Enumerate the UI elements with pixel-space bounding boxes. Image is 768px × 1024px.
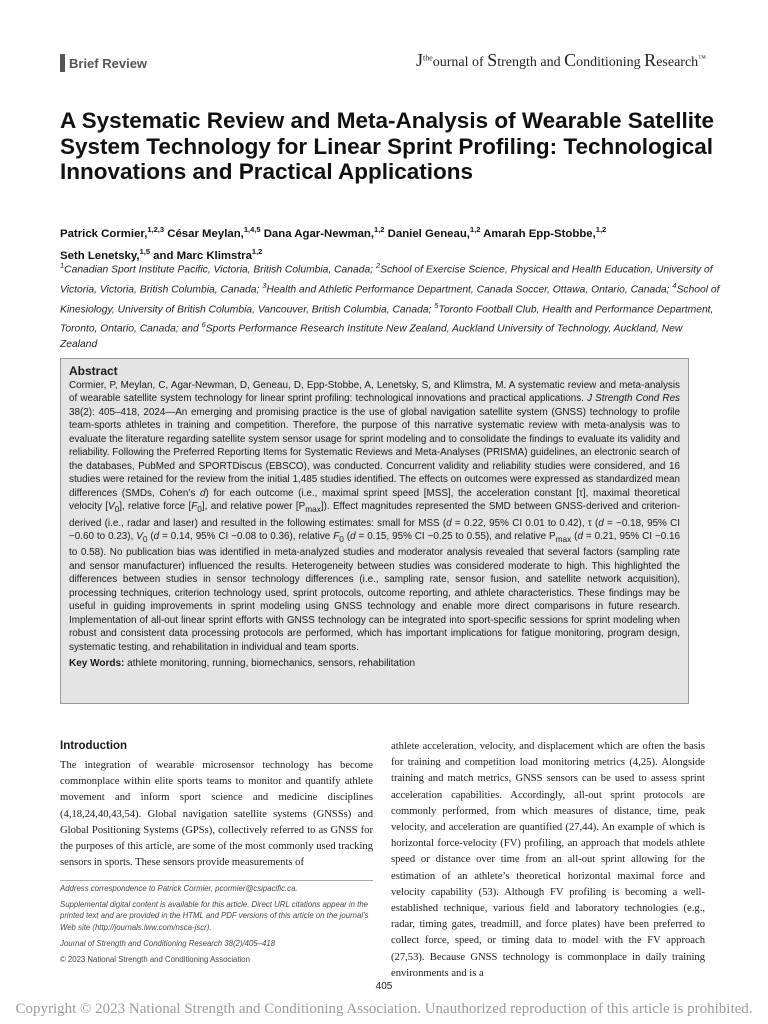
abstract-text: ) for each outcome (i.e., maximal sprint speed [MSS], the acceleration constant [τ], maximal theoretical velocity [: [69, 487, 680, 513]
affiliation-list: [60, 258, 720, 353]
journal-logo-part: ournal of: [432, 55, 488, 70]
abstract-subscript: 0: [114, 505, 120, 515]
affiliation: School of Kinesiology, University of British Columbia, Vancouver, British Columbia, Canada;: [60, 284, 720, 316]
abstract-text: = 0.14, 95% CI −0.08 to 0.36), relative: [159, 530, 334, 542]
journal-logo: [416, 50, 706, 71]
page-header: [60, 50, 706, 78]
author-affiliation-marker: 1,5: [139, 246, 150, 256]
footnote-supplemental: Supplemental digital content is available for this article. Direct URL citations appear in the printed text and are provided in the HTML and PDF versions of this article on the journal’s Web site (http://journals.lww.com/nsca-jscr).: [60, 899, 369, 933]
keywords: [69, 658, 680, 669]
abstract-text: = 0.22, 95% CI 0.01 to 0.42), τ (: [451, 517, 599, 529]
abstract-text: (: [147, 530, 154, 542]
abstract-symbol: d: [350, 530, 356, 542]
author-affiliation-marker: 1,2: [469, 225, 481, 234]
author: Dana Agar-Newman,: [260, 227, 375, 240]
affiliation: School of Exercise Science, Physical and Health Education, University of Victoria, Victoria, British Columbia, Canada;: [60, 264, 713, 296]
abstract-symbol: F: [333, 530, 340, 542]
abstract-symbol: d: [577, 530, 583, 542]
body-paragraph: athlete acceleration, velocity, and displacement which are often the basis for training and competition load monitoring metrics (4,25). Alongside training and match metrics, GNSS sensors can be used to assess sprint acceleration capabilities. Accordingly, all-out sprint protocols are commonly performed, from which measures of distance, time, peak velocity, and acceleration are quantified (27,44). An example of which is horizontal force-velocity (FV) profiling, an approach that models athlete speed or distance over time from an all-out sprint allowing for the estimation of an athlete’s theoretical horizontal maximal force and velocity capability (53). Although FV profiling is becoming a well-established technique, various field and laboratory technologies (e.g., radar, timing gates, treadmill, and force plates) have been preferred to collect force, speed, or timing data to model with the FV approach (27,53). Because GNSS technology is commonplace in daily training environments and is a: [391, 741, 705, 979]
copyright-notice: Copyright © 2023 National Strength and Conditioning Association. Unauthorized reproduction of this article is prohibited.: [15, 1001, 753, 1017]
journal-logo-letter: J: [415, 50, 423, 70]
footnotes: [60, 880, 373, 969]
affiliation: Toronto Football Club, Health and Performance Department, Toronto, Ontario, Canada; and: [60, 304, 714, 335]
abstract-symbol: d: [446, 517, 452, 529]
abstract-text: 38(2): 405–418, 2024—An emerging and promising practice is the use of global navigation satellite system (GNSS) technology to profile team-sports athletes in training and competition. Therefore, the purpose of this narrative systematic review with meta-analysis was to evaluate the literature regarding satellite system sensor usage for sprint modeling and to consolidate the findings to evaluate its validity and reliability. Following the Preferred Reporting Items for Systematic Reviews and Meta-Analyses (PRISMA) guidelines, an electronic search of the databases, PubMed and SPORTDiscus (EBSCO), was conducted. Concurrent validity and reliability studies were considered, and 16 studies were retained for the review from the initial 1,485 studies identified. The effects on outcomes were expressed as standardized mean differences (SMDs, Cohen’s: [69, 406, 680, 499]
abstract-text: (: [571, 530, 578, 542]
author-affiliation-marker: 1,2: [595, 225, 607, 234]
article-title: A Systematic Review and Meta-Analysis of Wearable Satellite System Technology for Linear Sprint Profiling: Technological Innovations and Practical Applications: [60, 108, 714, 184]
abstract-text: (: [343, 530, 351, 542]
abstract-text: = 0.21, 95% CI −0.16 to 0.58). No publication bias was identified in meta-analyzed studies and moderator analysis revealed that several factors (sampling rate and sensor manufacturer) influenced the results. Heterogeneity between studies was considered moderate to high. This highlighted the differences between studies in sensor technology differences (i.e., sampling rate, sensor fusion, and satellite network acquisition), processing techniques, criterion technology used, sprint protocols, outcome reporting, and athlete characteristics. These findings may be useful in guiding improvements in sprint modeling using GNSS technology and enable more direct comparisons in future research. Implementation of all-out linear sprint efforts with GNSS technology can be integrated into sport-specific sessions for sprint modeling when robust and consistent data processing protocols are performed, which has important implications for fatigue monitoring, program design, systematic testing, and rehabilitation in individual and team sports.: [69, 530, 680, 653]
abstract-symbol: d: [598, 517, 604, 529]
abstract-box: [60, 358, 689, 704]
footnote-correspondence: Address correspondence to Patrick Cormier, pcormier@csipacific.ca.: [60, 884, 298, 893]
abstract-body: [69, 379, 680, 654]
section-label: Brief Review: [69, 55, 148, 71]
abstract-subscript: max: [305, 505, 321, 515]
badge-bar: [60, 54, 65, 72]
author-affiliation-marker: 1,2,3: [147, 225, 165, 234]
abstract-symbol: V: [108, 501, 115, 513]
author: and Marc Klimstra: [150, 249, 252, 262]
author: Seth Lenetsky,: [60, 249, 140, 262]
author: Daniel Geneau,: [384, 227, 470, 240]
affiliation: Sports Performance Research Institute New Zealand, Auckland University of Technology, Auckland, New Zealand: [60, 323, 683, 351]
column-left: [60, 740, 373, 871]
footnote-rule: [60, 880, 373, 881]
affiliation-marker: 6: [201, 320, 206, 330]
footnote-copyright: © 2023 National Strength and Conditioning Association: [60, 954, 250, 964]
keywords-label: Key Words:: [69, 658, 125, 669]
abstract-subscript: max: [555, 534, 572, 544]
abstract-journal-name: J Strength Cond Res: [587, 393, 680, 405]
affiliation-marker: 3: [262, 280, 267, 290]
footnote-citation: Journal of Strength and Conditioning Research 38(2)/405–418: [60, 938, 275, 948]
keywords-text: athlete monitoring, running, biomechanics, sensors, rehabilitation: [124, 658, 416, 669]
author: César Meylan,: [164, 227, 244, 240]
author-affiliation-marker: 1,2: [251, 246, 263, 256]
affiliation-marker: 2: [375, 261, 381, 270]
abstract-text: ], and relative power [P: [201, 501, 306, 513]
abstract-text: = −0.18, 95% CI −0.60 to 0.23),: [69, 517, 680, 542]
affiliation: Canadian Sport Institute Pacific, Victoria, British Columbia, Canada;: [64, 264, 376, 276]
abstract-symbol: d: [200, 487, 206, 499]
journal-logo-letter: S: [487, 50, 498, 70]
journal-logo-letter: C: [564, 50, 577, 70]
abstract-text: = 0.15, 95% CI −0.25 to 0.55), and relative P: [355, 530, 556, 542]
affiliation-marker: 4: [672, 280, 677, 290]
journal-logo-tm: ™: [698, 53, 706, 63]
abstract-symbol: F: [191, 501, 198, 513]
abstract-text: ]). Effect magnitudes represented the SMD between GNSS-derived and criterion-derived (i.e., radar and laser) and resulted in the following estimates: small for MSS (: [69, 501, 681, 529]
body-paragraph: The integration of wearable microsensor technology has become commonplace within elite sports teams to monitor and quantify athlete movement and inform sport science and medicine disciplines (4,18,24,40,43,54). Global navigation satellite systems (GNSSs) and Global Positioning Systems (GPSs), collectively referred to as GNSS for the purposes of this article, are some of the most commonly used tracking sensors in sports. These sensors provide measurements of: [60, 760, 373, 869]
affiliation: Health and Athletic Performance Department, Canada Soccer, Ottawa, Ontario, Canada;: [266, 284, 673, 296]
abstract-subscript: 0: [197, 505, 202, 515]
affiliation-marker: 5: [434, 300, 439, 310]
abstract-text: Cormier, P, Meylan, C, Agar-Newman, D, Geneau, D, Epp-Stobbe, A, Lenetsky, S, and Klimstra, M. A systematic review and meta-analysis of wearable satellite system technology for linear sprint profiling: technological innovations and practical applications.: [69, 380, 680, 405]
section-heading-introduction: Introduction: [60, 740, 128, 752]
author-affiliation-marker: 1,2: [374, 225, 385, 234]
abstract-text: ], relative force [: [119, 501, 192, 513]
journal-logo-the: the: [422, 53, 433, 63]
abstract-symbol: V: [136, 530, 143, 542]
journal-logo-part: onditioning: [576, 55, 645, 70]
column-right: [391, 739, 705, 982]
abstract-symbol: d: [153, 530, 160, 542]
author: Amarah Epp-Stobbe,: [480, 227, 596, 240]
abstract-subscript: 0: [142, 534, 148, 544]
author-affiliation-marker: 1,4,5: [243, 225, 261, 234]
affiliation-marker: 1: [60, 261, 65, 270]
journal-logo-part: esearch: [656, 55, 699, 70]
page-number: 405: [375, 981, 393, 992]
abstract-heading: Abstract: [69, 364, 118, 378]
journal-logo-letter: R: [644, 50, 657, 70]
journal-logo-part: trength and: [497, 55, 565, 70]
abstract-subscript: 0: [339, 534, 344, 544]
author: Patrick Cormier,: [60, 227, 148, 240]
section-badge: [60, 54, 147, 72]
